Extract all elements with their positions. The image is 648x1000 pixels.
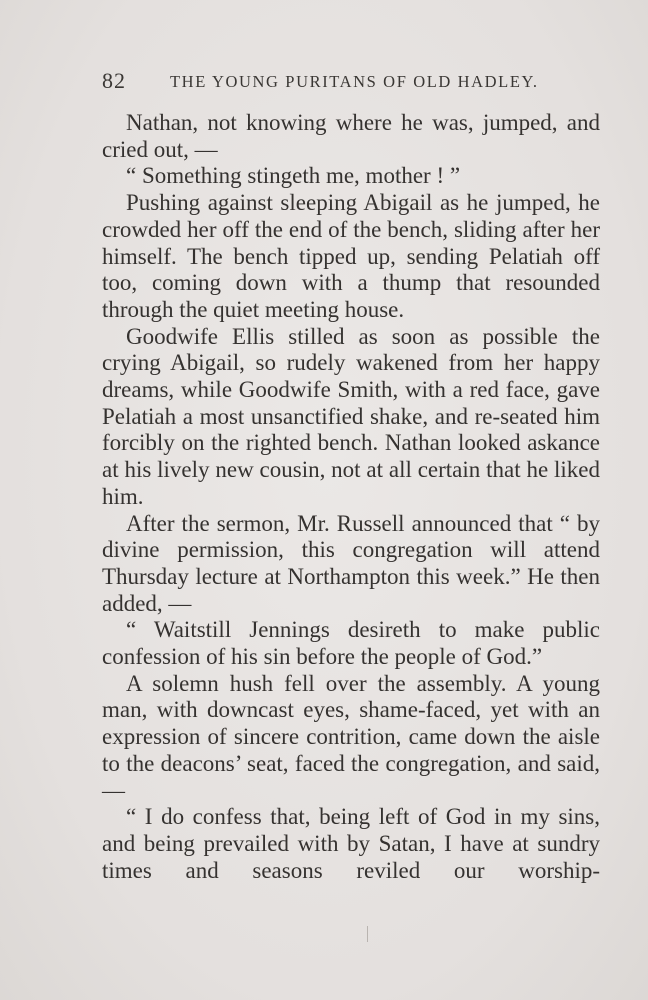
paragraph: “ Waitstill Jennings desireth to make public confession of his sin before the people of God.” bbox=[102, 617, 600, 670]
page-number: 82 bbox=[102, 68, 126, 93]
paragraph: Nathan, not knowing where he was, jumped, and cried out, — bbox=[102, 110, 600, 162]
paper-mark bbox=[367, 926, 368, 942]
running-head: THE YOUNG PURITANS OF OLD HADLEY. bbox=[170, 72, 539, 91]
paragraph: After the sermon, Mr. Russell announced that “ by divine permission, this congregation will attend Thursday lecture at Northampton this week.” He then added, — bbox=[102, 510, 600, 616]
paragraph: “ I do confess that, being left of God in my sins, and being prevailed with by Satan, I have at sundry times and seasons reviled our worship- bbox=[102, 804, 600, 883]
paragraph: Pushing against sleeping Abigail as he jumped, he crowded her off the end of the bench, sliding after her himself. The bench tipped up, sending Pelatiah off too, coming down with a thump that resounded through the quiet meeting house. bbox=[102, 190, 600, 322]
page-header bbox=[102, 68, 600, 94]
paragraph: A solemn hush fell over the assembly. A young man, with downcast eyes, shame-faced, yet with an expression of sincere contrition, came down the aisle to the deacons’ seat, faced the congregation, and said, — bbox=[102, 670, 600, 803]
paragraph: “ Something stingeth me, mother ! ” bbox=[126, 163, 461, 189]
paragraph: Goodwife Ellis stilled as soon as possible the crying Abigail, so rudely wakened from her happy dreams, while Goodwife Smith, with a red face, gave Pelatiah a most unsanctified shake, and re-seated him forcibly on the righted bench. Nathan looked askance at his lively new cousin, not at all certain that he liked him. bbox=[102, 323, 600, 509]
body-text bbox=[102, 110, 600, 884]
